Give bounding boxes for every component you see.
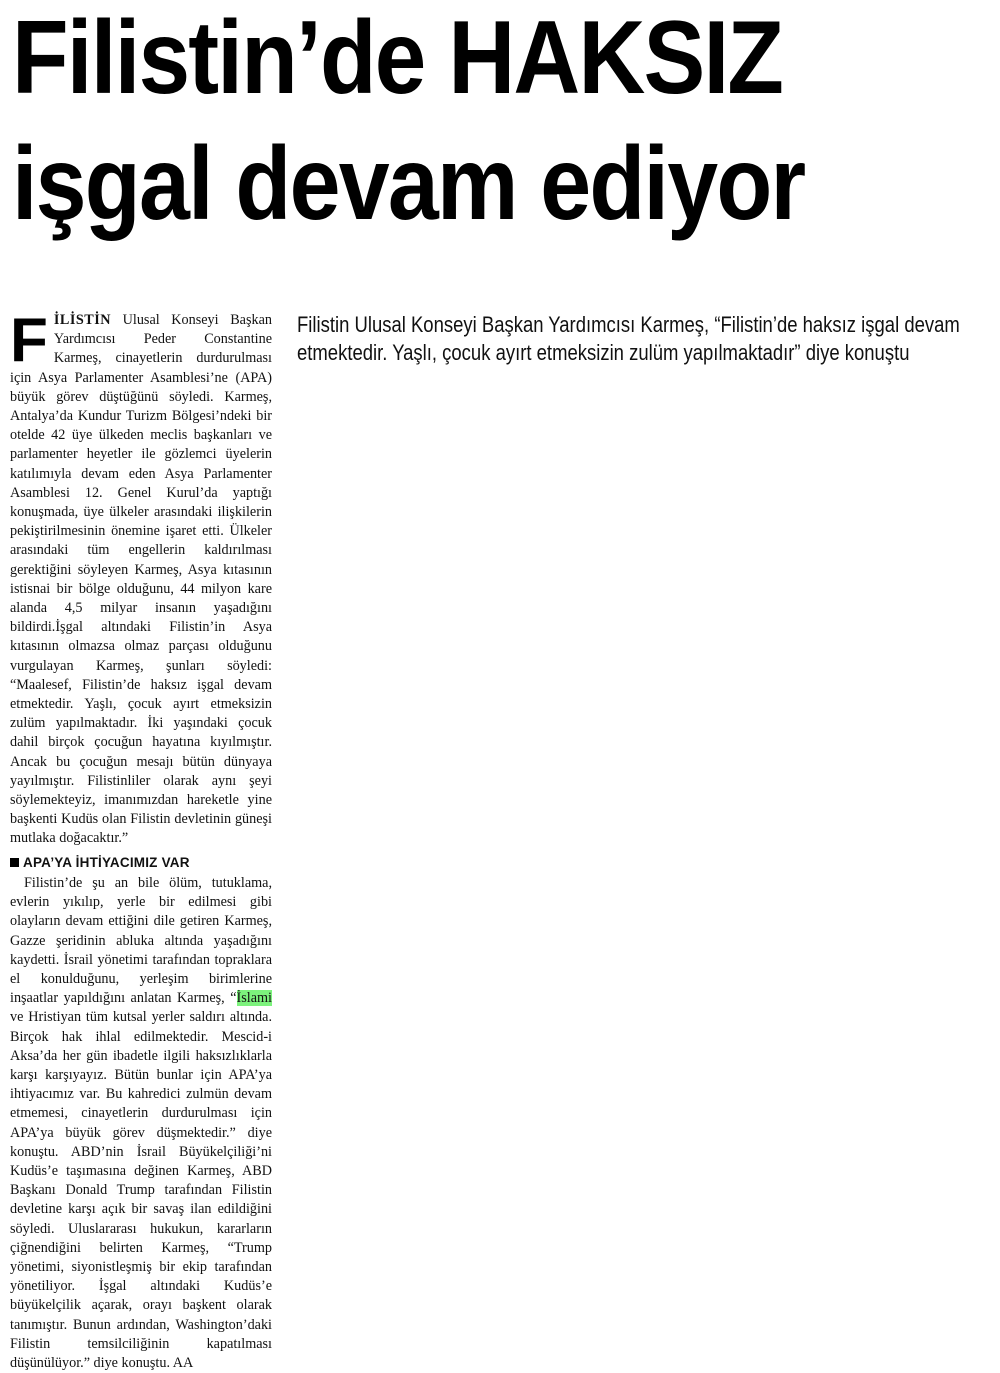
paragraph-2-text-b: ve Hristiyan tüm kutsal yerler saldırı altında. Birçok hak ihlal edilmektedir. Mescid-i Aksa’da her gün ibadetle ilgili haksızlıklarla karşı karşıyayız. Bütün bunlar için APA’ya ihtiyacımız var. Bu kahredici zulmün devam etmemesi, cinayetlerin durdurulması için APA’ya büyük görev düşmektedir.” diye konuştu. ABD’nin İsrail Büyükelçiliği’ni Kudüs’e taşımasına değinen Karmeş, ABD Başkanı Donald Trump tarafından Filistin devletine karşı açık bir savaş ilan edildiğini söyledi. Uluslararası hukukun, kararların çiğnendiğini belirten Karmeş, “Trump yönetimi, siyonistleşmiş bir ekip tarafından yönetiliyor. İşgal altındaki Kudüs’e büyükelçilik açarak, orayı başkent olarak tanımıştır. Bunun ardından, Washington’daki Filistin temsilciliğinin kapatılması düşünülüyor.” diye konuştu. AA [10, 1009, 272, 1371]
paragraph-1 [10, 306, 272, 849]
paragraph-1-text: Ulusal Konseyi Başkan Yardımcısı Peder Constantine Karmeş, cinayetlerin durdurulması için Asya Parlamenter Asamblesi’ne (APA) büyük görev düştüğünü söyledi. Karmeş, Antalya’da Kundur Turizm Bölgesi’ndeki bir otelde 42 üye ülkeden meclis başkanları ve parlamenter heyetler ile gözlemci üyelerin katılımıyla devam eden Asya Parlamenter Asamblesi 12. Genel Kurul’da yaptığı konuşmada, üye ülkeler arasındaki ilişkilerin pekiştirilmesinin önemine işaret etti. Ülkeler arasındaki tüm engellerin kaldırılması gerektiğini söyleyen Karmeş, Asya kıtasının istisnai bir bölge olduğunu, 44 milyon kare alanda 4,5 milyar insanın yaşadığını bildirdi.İşgal altındaki Filistin’in Asya kıtasının olmazsa olmaz parçası olduğunu vurgulayan Karmeş, şunları söyledi: “Maalesef, Filistin’de haksız işgal devam etmektedir. Yaşlı, çocuk ayırt etmeksizin zulüm yapılmaktadır. İki yaşındaki çocuk dahil birçok çocuğun hayatına kıyılmıştır. Ancak bu çocuğun mesajı bütün dünyaya yayılmıştır. Filistinliler olarak aynı şeyi söylemekteyiz, imanımızdan hareketle yine başkenti Kudüs olan Filistin devletinin güneşi mutlaka doğacaktır.” [10, 312, 272, 847]
paragraph-2 [10, 874, 272, 1373]
headline-line-1: Filistin’de HAKSIZ [12, 0, 783, 116]
headline [12, 0, 988, 242]
highlighted-word: İslami [236, 990, 272, 1007]
drop-cap: F [10, 306, 48, 375]
square-bullet-icon [10, 858, 19, 867]
subhead-text: APA’YA İHTİYACIMIZ VAR [23, 854, 190, 870]
headline-line-2: işgal devam ediyor [12, 126, 805, 242]
deck-summary: Filistin Ulusal Konseyi Başkan Yardımcısı Karmeş, “Filistin’de haksız işgal devam etmektedir. Yaşlı, çocuk ayırt etmeksizin zulüm yapılmaktadır” diye konuştu [297, 312, 960, 365]
article-body [10, 306, 272, 1373]
subhead [10, 853, 272, 872]
lead-word: İLİSTİN [53, 312, 112, 328]
paragraph-2-text-a: Filistin’de şu an bile ölüm, tutuklama, evlerin yıkılıp, yerle bir edilmesi gibi olayların devam ettiğini dile getiren Karmeş, Gazze şeridinin abluka altında yaşadığını kaydetti. İsrail yönetimi tarafından topraklara el konulduğunu, yerleşim birimlerine inşaatlar yapıldığını anlatan Karmeş, “ [10, 874, 272, 1007]
